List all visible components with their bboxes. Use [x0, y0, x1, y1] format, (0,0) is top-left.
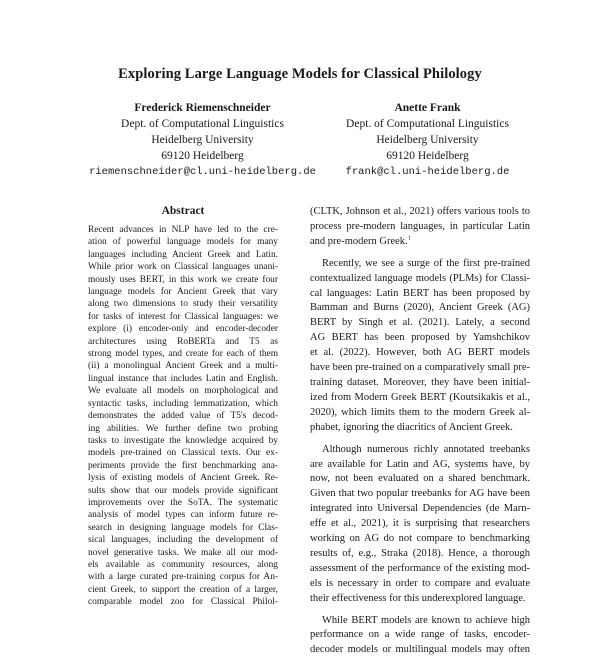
- text-line: periments provide the first benchmarking ana-: [88, 460, 278, 471]
- text-line: Although numerous richly annotated treebanks: [322, 443, 530, 455]
- text-line: lysis of existing models of Ancient Greek. Re-: [88, 473, 278, 484]
- body-paragraph: [310, 257, 530, 436]
- text-line: effe et al., 2021), it is surprising that researchers: [310, 518, 530, 530]
- text-line: Recent advances in NLP have led to the cre-: [88, 225, 278, 235]
- author-1: [80, 100, 325, 180]
- author-department: Dept. of Computational Linguistics: [121, 118, 284, 130]
- text-line: improvements over the SoTA. The systematic: [88, 497, 278, 508]
- text-line: et al. (2022). However, both AG BERT models: [310, 347, 530, 359]
- text-line: (CLTK, Johnson et al., 2021) offers various tools to: [310, 206, 530, 217]
- text-line: novel generative tasks. We make all our mod-: [88, 547, 278, 558]
- text-line: strong model types, and create for each of them: [88, 349, 278, 360]
- text-line: ing abilities. We further define two probing: [88, 423, 278, 434]
- author-city: 69120 Heidelberg: [161, 150, 244, 162]
- text-line: assessment of the performance of the existing mod-: [310, 562, 530, 574]
- text-line: cient Greek, to support the creation of a larger,: [88, 584, 278, 595]
- author-2: [305, 100, 550, 180]
- text-line: While prior work on Classical languages unani-: [88, 262, 278, 273]
- text-line: ation of powerful language models for many: [88, 237, 278, 248]
- text-line: Recently, we see a surge of the first pre-trained: [322, 257, 530, 269]
- text-line: performance on a wide range of tasks, encoder-: [310, 629, 530, 641]
- abstract-text: [88, 224, 278, 609]
- text-line: contextualized language models (PLMs) for Classi-: [310, 272, 530, 284]
- text-line: Given that two popular treebanks for AG have been: [310, 488, 530, 500]
- text-line: mously uses BERT, in this work we create four: [88, 274, 278, 285]
- body-paragraph: [310, 443, 530, 607]
- body-column-right: [310, 205, 530, 665]
- paper-title: Exploring Large Language Models for Classical Philology: [118, 66, 482, 82]
- text-line: language models for Ancient Greek that vary: [88, 287, 278, 298]
- text-line: syntactic tasks, including lemmatization, which: [88, 398, 278, 409]
- author-block: [0, 100, 600, 180]
- text-line: analysis of model types can inform future re-: [88, 510, 278, 521]
- author-name: Anette Frank: [394, 102, 461, 114]
- text-line: Bamman and Burns (2020), Ancient Greek (AG): [310, 302, 530, 314]
- footnote-marker[interactable]: 1: [407, 234, 411, 242]
- text-line: sults show that our models provide significant: [88, 485, 278, 496]
- text-line: 2020), which limits them to the modern Greek al-: [310, 406, 530, 418]
- body-paragraph: [310, 614, 530, 659]
- text-line: along two dimensions to study their versatility: [88, 299, 278, 310]
- author-university: Heidelberg University: [151, 134, 254, 146]
- text-line: search in designing language models for Clas-: [88, 522, 278, 533]
- text-line: have been pre-trained on a comparatively small pre-: [310, 362, 530, 374]
- text-line: els available as community resources, along: [88, 559, 278, 570]
- author-city: 69120 Heidelberg: [386, 150, 469, 162]
- text-line: comparable model zoo for Classical Philol-: [88, 597, 278, 608]
- text-line: working on AG do not compare to benchmarking: [310, 533, 530, 545]
- text-line: cal languages: Latin BERT has been proposed by: [310, 287, 530, 299]
- text-line: their effectiveness for this underexplored language.: [310, 592, 526, 604]
- text-line: sical languages, including the development of: [88, 535, 278, 546]
- abstract-heading: Abstract: [161, 205, 205, 217]
- body-paragraph: [310, 205, 530, 250]
- text-line: ized from Modern Greek BERT (Koutsikakis et al.,: [310, 391, 530, 403]
- text-line: now, not been evaluated on a shared benchmark.: [310, 473, 530, 485]
- text-line: for tasks of interest for Classical languages: we: [88, 311, 278, 322]
- text-line: explore (i) encoder-only and encoder-decoder: [88, 324, 278, 335]
- text-line: results of, e.g., Straka (2018). Hence, a thorough: [310, 547, 530, 559]
- text-line: AG BERT has been proposed by Yamshchikov: [310, 332, 530, 344]
- text-line: While BERT models are known to achieve high: [322, 614, 530, 626]
- text-line: decoder models or multilingual models may often: [310, 644, 530, 656]
- text-line: models pre-trained on Classical texts. Our ex-: [88, 448, 278, 459]
- text-line: demonstrates the added value of T5's decod-: [88, 411, 278, 422]
- text-line: BERT by Singh et al. (2021). Lately, a second: [310, 317, 530, 329]
- author-email[interactable]: frank@cl.uni-heidelberg.de: [345, 166, 510, 178]
- author-email[interactable]: riemenschneider@cl.uni-heidelberg.de: [89, 166, 316, 178]
- text-line: phabet, ignoring the diacritics of Ancient Greek.: [310, 421, 513, 433]
- author-department: Dept. of Computational Linguistics: [346, 118, 509, 130]
- text-line: training dataset. Moreover, they have been initial-: [310, 376, 530, 388]
- text-line: tasks to investigate the knowledge acquired by: [88, 435, 278, 446]
- text-line: with a large curated pre-training corpus for An-: [88, 572, 278, 583]
- text-line: integrated into Universal Dependencies (de Marn-: [310, 503, 530, 515]
- text-line: lingual instance that includes Latin and English.: [88, 373, 278, 384]
- text-line: process pre-modern languages, in particular Latin: [310, 220, 530, 232]
- text-line: and pre-modern Greek.$^1$: [310, 234, 411, 247]
- author-name: Frederick Riemenschneider: [134, 102, 271, 114]
- text-line: els is necessary in order to compare and evaluate: [310, 577, 530, 589]
- author-university: Heidelberg University: [376, 134, 479, 146]
- text-line: We evaluate all models on morphological and: [88, 386, 278, 397]
- text-line: are available for Latin and AG, systems have, by: [310, 458, 530, 470]
- text-line: architectures using RoBERTa and T5 as: [88, 336, 278, 347]
- text-line: (ii) a monolingual Ancient Greek and a multi-: [88, 361, 278, 372]
- text-line: languages including Ancient Greek and Latin.: [88, 249, 278, 260]
